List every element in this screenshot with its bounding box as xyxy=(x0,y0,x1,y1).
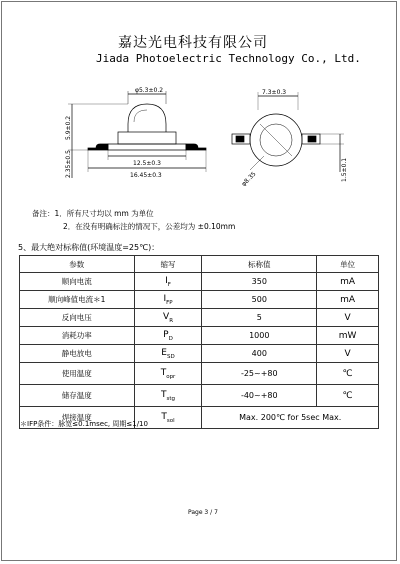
value-cell: 500 xyxy=(202,291,317,309)
header-param: 参数 xyxy=(20,256,135,273)
value-cell: 1000 xyxy=(202,327,317,345)
symbol-cell: $T_{sol}$ xyxy=(134,407,202,429)
company-name-cn: 嘉达光电科技有限公司 xyxy=(118,35,268,51)
value-cell: -25~+80 xyxy=(202,363,317,385)
dim-pad-width: 12.5±0.3 xyxy=(133,160,161,167)
top-view xyxy=(232,92,344,172)
table-row xyxy=(20,309,379,327)
value-cell: Max. 200℃ for 5sec Max. xyxy=(202,407,379,429)
symbol-cell: $E_{SD}$ xyxy=(134,345,202,363)
dim-base-height: 2.35±0.5 xyxy=(65,150,72,178)
unit-cell: V xyxy=(317,345,379,363)
company-name-en: Jiada Photoelectric Technology Co., Ltd. xyxy=(96,52,361,65)
table-row xyxy=(20,273,379,291)
symbol-cell: $T_{stg}$ xyxy=(134,385,202,407)
param-cell: 静电放电 xyxy=(20,345,135,363)
dim-top-diameter: φ5.3±0.2 xyxy=(135,87,164,94)
package-drawing xyxy=(0,78,400,198)
note-line-2: 2．在没有明确标注的情况下，公差均为 ±0.10mm xyxy=(63,222,236,231)
section-title: 5、最大绝对标称值(环境温度=25℃)： xyxy=(18,243,160,252)
table-row xyxy=(20,385,379,407)
param-cell: 顺向峰值电流＊1 xyxy=(20,291,135,309)
symbol-cell: $P_D$ xyxy=(134,327,202,345)
page-number: Page 3 / 7 xyxy=(188,509,218,516)
param-cell: 顺向电流 xyxy=(20,273,135,291)
param-cell: 使用温度 xyxy=(20,363,135,385)
value-cell: 5 xyxy=(202,309,317,327)
note-line-1: 备注：1．所有尺寸均以 mm 为单位 xyxy=(32,209,154,218)
table-row xyxy=(20,327,379,345)
unit-cell: mA xyxy=(317,273,379,291)
dim-right-lead: 1.5±0.1 xyxy=(341,157,348,182)
unit-cell: mA xyxy=(317,291,379,309)
header-abbr: 缩写 xyxy=(134,256,202,273)
unit-cell: ℃ xyxy=(317,363,379,385)
unit-cell: ℃ xyxy=(317,385,379,407)
footnote: ＊IFP条件：脉宽≤0.1msec, 周期≤1/10 xyxy=(20,420,148,428)
symbol-cell: $I_{FP}$ xyxy=(134,291,202,309)
dim-right-width: 7.3±0.3 xyxy=(262,89,287,96)
unit-cell: V xyxy=(317,309,379,327)
param-cell: 储存温度 xyxy=(20,385,135,407)
dim-right-diameter: φ8.35 xyxy=(240,170,258,188)
ratings-table xyxy=(19,255,379,429)
table-row xyxy=(20,291,379,309)
unit-cell: mW xyxy=(317,327,379,345)
table-row xyxy=(20,345,379,363)
value-cell: -40~+80 xyxy=(202,385,317,407)
value-cell: 350 xyxy=(202,273,317,291)
dim-height: 5.9±0.2 xyxy=(65,115,72,140)
dim-total-width: 16.45±0.3 xyxy=(130,172,162,179)
header-unit: 单位 xyxy=(317,256,379,273)
table-header-row xyxy=(20,256,379,273)
param-cell: 反向电压 xyxy=(20,309,135,327)
symbol-cell: $T_{opr}$ xyxy=(134,363,202,385)
param-cell: 消耗功率 xyxy=(20,327,135,345)
header-value: 标称值 xyxy=(202,256,317,273)
symbol-cell: $V_R$ xyxy=(134,309,202,327)
table-row xyxy=(20,363,379,385)
symbol-cell: $I_F$ xyxy=(134,273,202,291)
value-cell: 400 xyxy=(202,345,317,363)
param-cell: 焊接温度 xyxy=(20,407,135,429)
